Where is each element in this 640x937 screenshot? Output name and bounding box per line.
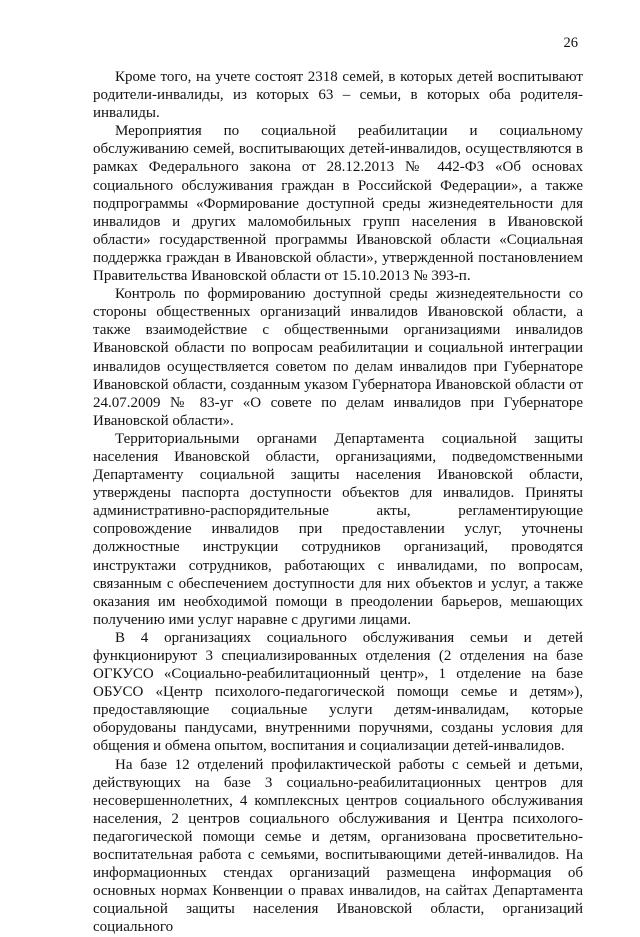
paragraph-rehabilitation-measures: Мероприятия по социальной реабилитации и социальному обслуживанию семей, воспитывающих детей-инвалидов, осуществляются в рамках Федерального закона от 28.12.2013 № 442-ФЗ «Об основах социального обслуживания граждан в Российской Федерации», а также подпрограммы «Формирование доступной среды жизнедеятельности для инвалидов и других маломобильных групп населения в Ивановской области» государственной программы Ивановской области «Социальная поддержка граждан в Ивановской области», утвержденной постановлением Правительства Ивановской области от 15.10.2013 № 393-п. xyxy=(93,123,583,285)
paragraph-families-with-disabled-parents: Кроме того, на учете состоят 2318 семей, в которых детей воспитывают родители-инвалиды, из которых 63 – семьи, в которых оба родителя-инвалиды. xyxy=(93,69,583,122)
document-body xyxy=(93,68,583,937)
paragraph-territorial-bodies: Территориальными органами Департамента социальной защиты населения Ивановской области, организациями, подведомственными Департаменту социальной защиты населения Ивановской области, утверждены паспорта доступности объектов для инвалидов. Приняты административно-распорядительные акты, регламентирующие сопровождение инвалидов при предоставлении услуг, уточнены должностные инструкции сотрудников организаций, проводятся инструктажи сотрудников, работающих с инвалидами, по вопросам, связанным с обеспечением доступности для них объектов и услуг, а также оказания им необходимой помощи в преодолении барьеров, мешающих получению ими услуг наравне с другими лицами. xyxy=(93,430,583,628)
paragraph-specialized-departments: В 4 организациях социального обслуживания семьи и детей функционируют 3 специализированных отделения (2 отделения на базе ОГКУСО «Социально-реабилитационный центр», 1 отделение на базе ОБУСО «Центр психолого-педагогической помощи семье и детям»), предоставляющие социальные услуги детям-инвалидам, которые оборудованы пандусами, внутренними поручнями, созданы условия для общения и обмена опытом, воспитания и социализации детей-инвалидов. xyxy=(93,629,583,755)
paragraph-prevention-departments: На базе 12 отделений профилактической работы с семьей и детьми, действующих на базе 3 социально-реабилитационных центров для несовершеннолетних, 4 комплексных центров социального обслуживания населения, 2 центров социального обслуживания и Центра психолого-педагогической помощи семье и детям, организована просветительно-воспитательная работа с семьями, воспитывающими детей-инвалидов. На информационных стендах организаций размещена информация об основных нормах Конвенции о правах инвалидов, на сайтах Департамента социальной защиты населения Ивановской области, организаций социального xyxy=(93,756,583,936)
page-number: 26 xyxy=(563,35,578,51)
paragraph-accessibility-control: Контроль по формированию доступной среды жизнедеятельности со стороны общественных организаций инвалидов Ивановской области, а также взаимодействие с общественными организациями инвалидов Ивановской области по вопросам реабилитации и социальной интеграции инвалидов осуществляется советом по делам инвалидов при Губернаторе Ивановской области, созданным указом Губернатора Ивановской области от 24.07.2009 № 83-уг «О совете по делам инвалидов при Губернаторе Ивановской области». xyxy=(93,286,583,429)
